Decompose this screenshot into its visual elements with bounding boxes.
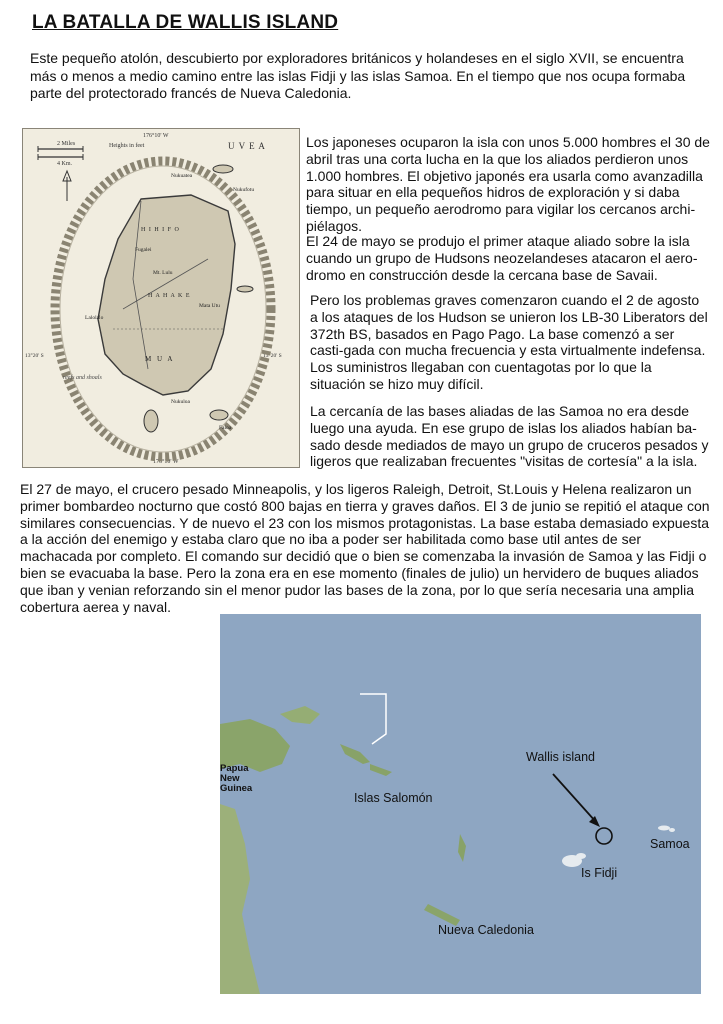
islet — [144, 410, 158, 432]
paragraph-bombardment: El 27 de mayo, el crucero pesado Minneapolis, y los ligeros Raleigh, Detroit, St.Louis y Helena realizaron un primer bombardeo nocturno que costó 800 bajas en tierra y graves daños. El 3 de junio se repitió el ataque con similares consecuencias. Y de nuevo el 23 con los mismos protagonistas. La base estaba demasiado expuesta a la acción del enemigo y estaba claro que no iba a poder ser habilitada como base util antes de ser machacada por completo. El comando sur decidió que o bien se comenzaba la invasión de Samoa y las Fidji o bien se evacuaba la base. Pero la zona era en ese momento (finales de julio) un hervidero de buques aliados que iban y venian reforzando sin el menor pudor las bases de la zona, por lo que sería necesaria una amplia cobertura aerea y naval. — [20, 481, 710, 615]
place-label: Nukuatea — [171, 173, 193, 179]
scale-miles-label: 2 Miles — [57, 141, 76, 147]
samoa-land — [658, 826, 670, 831]
left-latitude-label: 13°20' S — [25, 353, 44, 359]
scale-bar — [38, 146, 83, 160]
bottom-longitude-label: 176°10' W — [153, 459, 179, 465]
png-label: Papua New Guinea — [220, 763, 253, 794]
place-label: Nukufotu — [233, 187, 255, 193]
islet — [213, 165, 233, 173]
north-arrow-icon — [63, 171, 71, 201]
uvea-label: U V E A — [228, 141, 266, 151]
samoa-land — [669, 828, 675, 832]
heights-label: Heights in feet — [109, 143, 145, 149]
reef-label: reefs and shoals — [63, 375, 102, 381]
place-label: Nukuloa — [171, 399, 190, 405]
wallis-island-map — [22, 128, 300, 468]
place-label: Mata Utu — [199, 303, 220, 309]
place-label: Mt. Lulu — [153, 270, 173, 276]
place-label: Lalolalo — [85, 315, 104, 321]
district-label: M U A — [145, 355, 175, 363]
district-label: H A H A K E — [148, 293, 191, 299]
caledonia-label: Nueva Caledonia — [438, 923, 534, 937]
paragraph-first-attack: El 24 de mayo se produjo el primer ataque aliado sobre la isla cuando un grupo de Hudsons neozelandeses atacaron el aero-dromo en construcción desde la cercana base de Savaii. — [306, 233, 698, 283]
islet — [210, 410, 228, 420]
ocean — [220, 614, 701, 994]
samoa-label: Samoa — [650, 837, 690, 851]
islet — [237, 286, 253, 292]
region-map — [220, 614, 701, 994]
right-latitude-label: 13°20' S — [263, 353, 282, 359]
paragraph-occupation: Los japoneses ocuparon la isla con unos 5.000 hombres el 30 de abril tras una corta lucha en la que los aliados perdieron unos 1.000 hombres. El objetivo japonés era usarla como avanzadilla para situar en ella pequeños hidros de exploración y si daba tiempo, un pequeño aerodromo para vigilar los cercanos archi-piélagos. — [306, 134, 710, 234]
scale-km-label: 4 Km. — [57, 161, 72, 167]
place-label: Faioa — [219, 425, 232, 431]
wallis-label: Wallis island — [526, 750, 596, 764]
paragraph-samoa: La cercanía de las bases aliadas de las Samoa no era desde luego una ayuda. En ese grupo de islas los aliados habían ba-sado desde mediados de mayo un grupo de cruceros pesados y ligeros que realizaban frecuentes "visitas de cortesía" a la isla. — [310, 403, 709, 470]
place-label: Fugalei — [135, 247, 152, 253]
intro-paragraph: Este pequeño atolón, descubierto por exploradores británicos y holandeses en el siglo XVII, se encuentra más o menos a medio camino entre las islas Fidji y las islas Samoa. En el tiempo que nos ocupa formaba parte del protectorado francés de Nueva Caledonia. — [30, 50, 686, 101]
district-label: H I H I F O — [141, 227, 180, 233]
top-longitude-label: 176°10' W — [143, 133, 169, 139]
paragraph-problems: Pero los problemas graves comenzaron cuando el 2 de agosto a los ataques de los Hudson se unieron los LB-30 Liberators del 372th BS, basados en Pago Pago. La base comenzó a ser casti-gada con mucha frecuencia y esta virtualmente indefensa. Los suministros llegaban con cuentagotas por lo que la situación se hizo muy difícil. — [310, 292, 708, 392]
solomon-label: Islas Salomón — [354, 791, 433, 805]
fiji-land — [576, 853, 586, 859]
page-title: LA BATALLA DE WALLIS ISLAND — [32, 12, 339, 33]
fidji-label: Is Fidji — [581, 866, 618, 880]
